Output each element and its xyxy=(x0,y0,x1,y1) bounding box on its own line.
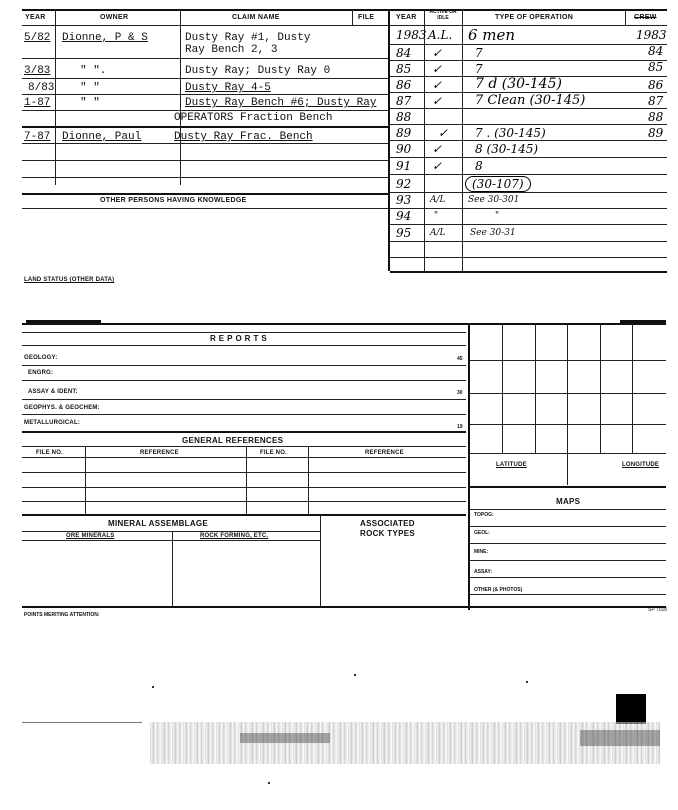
map-item-label: OTHER (& PHOTOS) xyxy=(474,587,523,593)
act-row-year: 87 xyxy=(396,94,412,108)
act-row-year: 91 xyxy=(396,159,412,173)
year-header: YEAR xyxy=(25,14,46,21)
report-row-label: ASSAY & IDENT: xyxy=(28,389,78,395)
act-row-type: 7 xyxy=(475,62,483,76)
act-row-active: ✓ xyxy=(432,159,443,173)
map-item-label: TOPOG: xyxy=(474,512,494,518)
act-row-type: 7 xyxy=(475,46,483,60)
act-row-year: 89 xyxy=(396,126,412,140)
act-row-active: ✓ xyxy=(432,78,443,92)
latitude-label: LATITUDE xyxy=(496,462,527,468)
other-persons-label: OTHER PERSONS HAVING KNOWLEDGE xyxy=(100,197,247,204)
ref-col-header: FILE NO. xyxy=(36,450,63,456)
act-row-active: ✓ xyxy=(432,46,443,60)
owner-row-year: 8/83 xyxy=(28,82,55,94)
owner-row-owner: " " xyxy=(80,82,100,94)
report-row-label: METALLURGICAL: xyxy=(24,420,81,426)
map-item-label: MINE: xyxy=(474,549,489,555)
report-row-label: GEOLOGY: xyxy=(24,355,58,361)
act-row-type: " xyxy=(495,211,500,221)
act-row-year: 88 xyxy=(396,110,412,124)
act-row-year: 94 xyxy=(396,209,412,223)
act-row-crew: 86 xyxy=(648,78,664,92)
crew-header: CREW xyxy=(634,14,657,21)
ref-col-header: REFERENCE xyxy=(365,450,404,456)
act-row-crew: 1983 xyxy=(636,28,667,42)
act-row-active: " xyxy=(434,211,439,221)
owner-row-owner: Dionne, Paul xyxy=(62,131,142,143)
scan-artifact xyxy=(620,320,666,324)
form-number: SP 7018 xyxy=(648,607,668,613)
type-of-operation-header: TYPE OF OPERATION xyxy=(495,14,574,21)
file-header: FILE xyxy=(358,14,375,21)
act-row-year: 85 xyxy=(396,62,412,76)
points-meriting-attention-label: POINTS MERITING ATTENTION: xyxy=(24,612,100,618)
owner-row-year: 3/83 xyxy=(24,65,51,77)
report-row-number: 19 xyxy=(457,424,463,430)
owner-row-claim: Dusty Ray 4-5 xyxy=(185,82,271,94)
act-row-active: ✓ xyxy=(438,126,449,140)
act-row-year: 1983 xyxy=(396,28,427,42)
act-row-active: A/L xyxy=(430,195,446,205)
general-references-title: GENERAL REFERENCES xyxy=(182,436,284,445)
act-row-type: 8 xyxy=(475,159,483,173)
act-row-active: A.L. xyxy=(428,28,453,42)
report-row-label: GEOPHYS. & GEOCHEM: xyxy=(24,405,100,411)
report-row-number: 30 xyxy=(457,390,463,396)
act-row-year: 84 xyxy=(396,46,412,60)
longitude-label: LONGITUDE xyxy=(622,462,660,468)
act-row-crew: 87 xyxy=(648,94,664,108)
act-row-type: (30-107) xyxy=(465,176,531,192)
maps-title: MAPS xyxy=(556,497,581,506)
owner-row-claim: Dusty Ray Frac. Bench xyxy=(174,131,313,143)
act-row-active: ✓ xyxy=(432,62,443,76)
act-row-year: 86 xyxy=(396,78,412,92)
active-idle-header: ACTIVE OR IDLE xyxy=(429,9,457,21)
act-row-type: 7 d (30-145) xyxy=(475,76,562,92)
map-item-label: GEOL: xyxy=(474,530,490,536)
owner-row-claim: Dusty Ray; Dusty Ray 0 xyxy=(185,65,331,77)
report-row-label: ENGRG: xyxy=(28,370,54,376)
act-row-year: 92 xyxy=(396,177,412,191)
act-row-type: 8 (30-145) xyxy=(475,142,539,156)
associated-rock-line2: ROCK TYPES xyxy=(360,529,416,538)
act-row-type: 7 . (30-145) xyxy=(475,126,546,140)
act-row-crew: 89 xyxy=(648,126,664,140)
ref-col-header: REFERENCE xyxy=(140,450,179,456)
land-status-label: LAND STATUS (OTHER DATA) xyxy=(24,277,115,283)
owner-row-owner: " ". xyxy=(80,65,107,77)
owner-row-claim: Dusty Ray #1, Dusty xyxy=(185,32,311,44)
act-row-active: ✓ xyxy=(432,94,443,108)
ref-col-header: FILE NO. xyxy=(260,450,287,456)
rock-forming-label: ROCK FORMING, ETC. xyxy=(200,533,269,539)
act-row-year: 95 xyxy=(396,226,412,240)
act-row-type: 6 men xyxy=(468,26,516,44)
act-row-active: A/L xyxy=(430,228,446,238)
mineral-assemblage-title: MINERAL ASSEMBLAGE xyxy=(108,519,209,528)
owner-row-claim: Ray Bench 2, 3 xyxy=(185,44,278,56)
act-row-crew: 88 xyxy=(648,110,664,124)
owner-header: OWNER xyxy=(100,14,129,21)
owner-row-year: 1-87 xyxy=(24,97,51,109)
claim-name-header: CLAIM NAME xyxy=(232,14,280,21)
owner-row-owner: Dionne, P & S xyxy=(62,32,148,44)
ore-minerals-label: ORE MINERALS xyxy=(66,533,115,539)
reports-title: REPORTS xyxy=(210,334,270,343)
act-year-header: YEAR xyxy=(396,14,417,21)
act-row-year: 93 xyxy=(396,193,412,207)
owner-row-year: 7-87 xyxy=(24,131,51,143)
act-row-active: ✓ xyxy=(432,142,443,156)
report-row-number: 45 xyxy=(457,356,463,362)
map-item-label: ASSAY: xyxy=(474,569,493,575)
owner-row-claim: Dusty Ray Bench #6; Dusty Ray xyxy=(185,97,377,109)
act-row-type: See 30-31 xyxy=(470,228,516,238)
owner-row-year: 5/82 xyxy=(24,32,51,44)
act-row-year: 90 xyxy=(396,142,412,156)
act-row-type: 7 Clean (30-145) xyxy=(475,93,586,108)
act-row-crew: 85 xyxy=(648,60,664,74)
act-row-type: See 30-301 xyxy=(468,195,520,205)
owner-row-claim: OPERATORS Fraction Bench xyxy=(174,112,333,124)
associated-rock-line1: ASSOCIATED xyxy=(360,519,415,528)
scan-artifact xyxy=(26,320,101,324)
act-row-crew: 84 xyxy=(648,44,664,58)
owner-row-owner: " " xyxy=(80,97,100,109)
